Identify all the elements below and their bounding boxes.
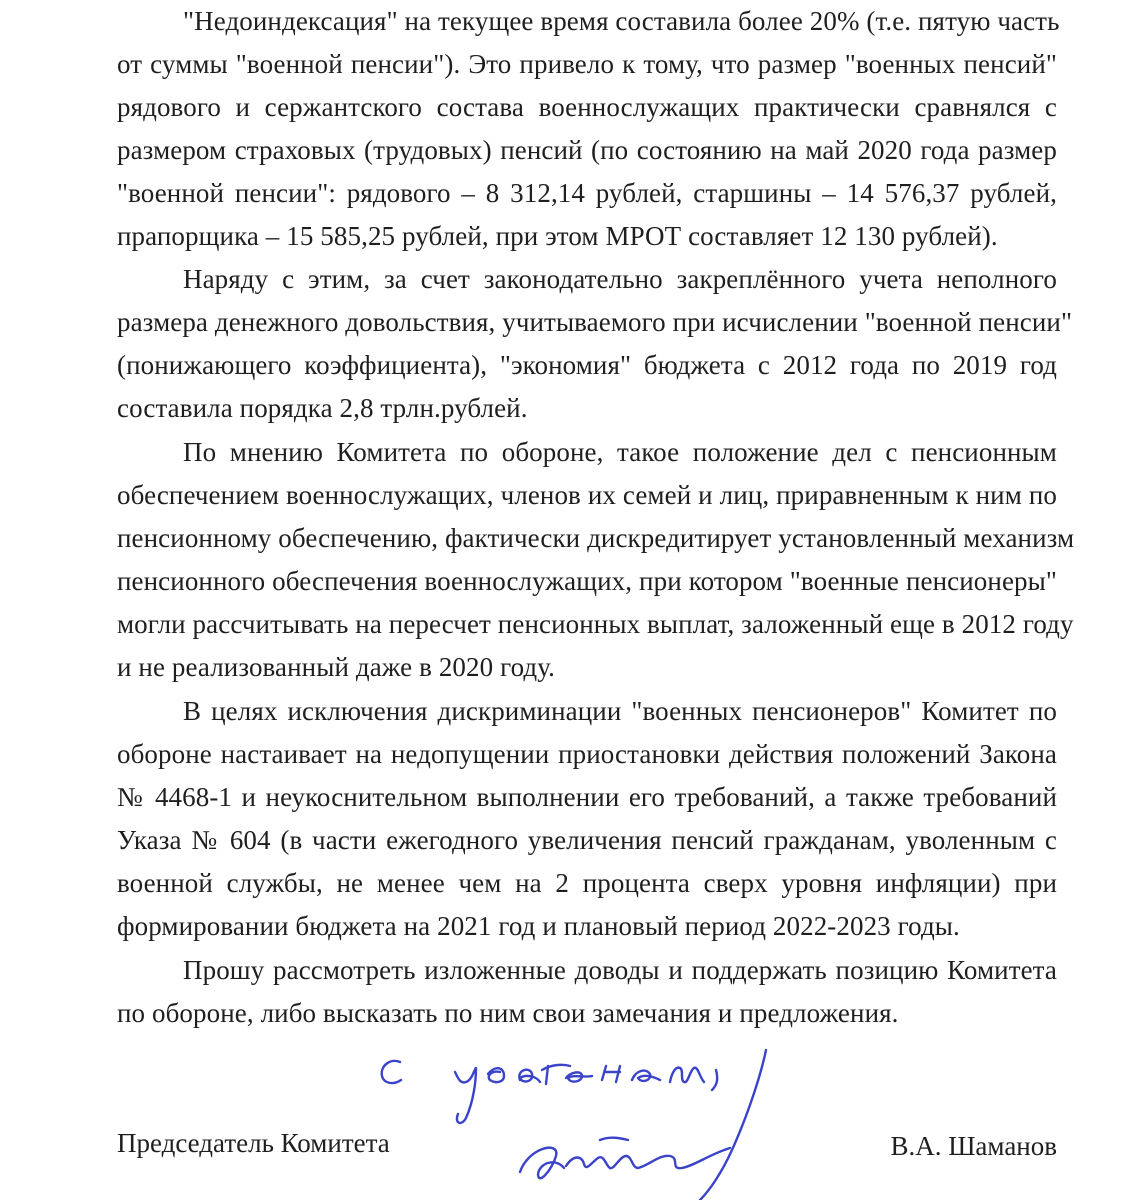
paragraph-2-line-2: размера денежного довольствия, учитываемого при исчислении "военной пенсии" [117, 307, 1073, 337]
paragraph-1-line-6: прапорщика – 15 585,25 рублей, при этом МРОТ составляет 12 130 рублей). [117, 221, 998, 251]
paragraph-3-line-1: По мнению Комитета по обороне, такое положение дел с пенсионным [183, 437, 1057, 467]
ink-stroke [700, 1050, 766, 1200]
paragraph-1-line-3: рядового и сержантского состава военнослужащих практически сравнялся с [117, 92, 1057, 122]
signature-signer-name: В.А. Шаманов [890, 1131, 1057, 1161]
ink-stroke [382, 1061, 401, 1083]
paragraph-4-line-4: Указа № 604 (в части ежегодного увеличения пенсий гражданам, уволенным с [117, 825, 1057, 855]
ink-stroke [712, 1070, 717, 1090]
ink-stroke [488, 1068, 504, 1082]
ink-stroke [520, 1148, 564, 1179]
paragraph-4-line-2: обороне настаивает на недопущении приостановки действия положений Закона [117, 739, 1057, 769]
ink-stroke [670, 1068, 704, 1083]
ink-stroke [638, 1148, 730, 1168]
paragraph-3-line-5: могли рассчитывать на пересчет пенсионных выплат, заложенный еще в 2012 году [117, 609, 1074, 639]
ink-stroke [566, 1156, 638, 1168]
paragraph-1-line-2: от суммы "военной пенсии"). Это привело к тому, что размер "военных пенсий" [117, 49, 1057, 79]
paragraph-3-line-6: и не реализованный даже в 2020 году. [117, 652, 555, 682]
paragraph-1-line-4: размером страховых (трудовых) пенсий (по состоянию на май 2020 года размер [117, 135, 1057, 165]
ink-stroke [566, 1072, 592, 1081]
ink-stroke [600, 1138, 628, 1140]
paragraph-4-line-5: военной службы, не менее чем на 2 процента сверх уровня инфляции) при [117, 868, 1057, 898]
paragraph-3-line-3: пенсионному обеспечению, фактически дискредитирует установленный механизм [117, 523, 1075, 553]
ink-stroke [519, 1070, 540, 1082]
paragraph-3-line-4: пенсионного обеспечения военнослужащих, при котором "военные пенсионеры" [117, 566, 1057, 596]
paragraph-5-line-1: Прошу рассмотреть изложенные доводы и поддержать позицию Комитета [183, 955, 1057, 985]
ink-stroke [632, 1071, 660, 1081]
paragraph-4-line-3: № 4468-1 и неукоснительном выполнении его требований, а также требований [117, 782, 1057, 812]
paragraph-4-line-6: формировании бюджета на 2021 год и плановый период 2022-2023 годы. [117, 911, 960, 941]
paragraph-1-line-1: "Недоиндексация" на текущее время составила более 20% (т.е. пятую часть [183, 6, 1060, 36]
ink-stroke [602, 1066, 620, 1082]
paragraph-2-line-4: составила порядка 2,8 трлн.рублей. [117, 393, 528, 423]
ink-stroke [542, 1065, 570, 1084]
ink-stroke [455, 1068, 476, 1123]
handwritten-signature-image [370, 1040, 840, 1200]
paragraph-4-line-1: В целях исключения дискриминации "военных пенсионеров" Комитет по [183, 696, 1057, 726]
paragraph-1-line-5: "военной пенсии": рядового – 8 312,14 рублей, старшины – 14 576,37 рублей, [117, 178, 1057, 208]
paragraph-2-line-1: Наряду с этим, за счет законодательно закреплённого учета неполного [183, 264, 1057, 294]
handwritten-closing-ink [382, 1050, 766, 1200]
paragraph-3-line-2: обеспечением военнослужащих, членов их семей и лиц, приравненным к ним по [117, 480, 1057, 510]
paragraph-2-line-3: (понижающего коэффициента), "экономия" бюджета с 2012 года по 2019 год [117, 350, 1057, 380]
signature-position-title: Председатель Комитета [117, 1128, 390, 1158]
paragraph-5-line-2: по обороне, либо высказать по ним свои замечания и предложения. [117, 998, 899, 1028]
